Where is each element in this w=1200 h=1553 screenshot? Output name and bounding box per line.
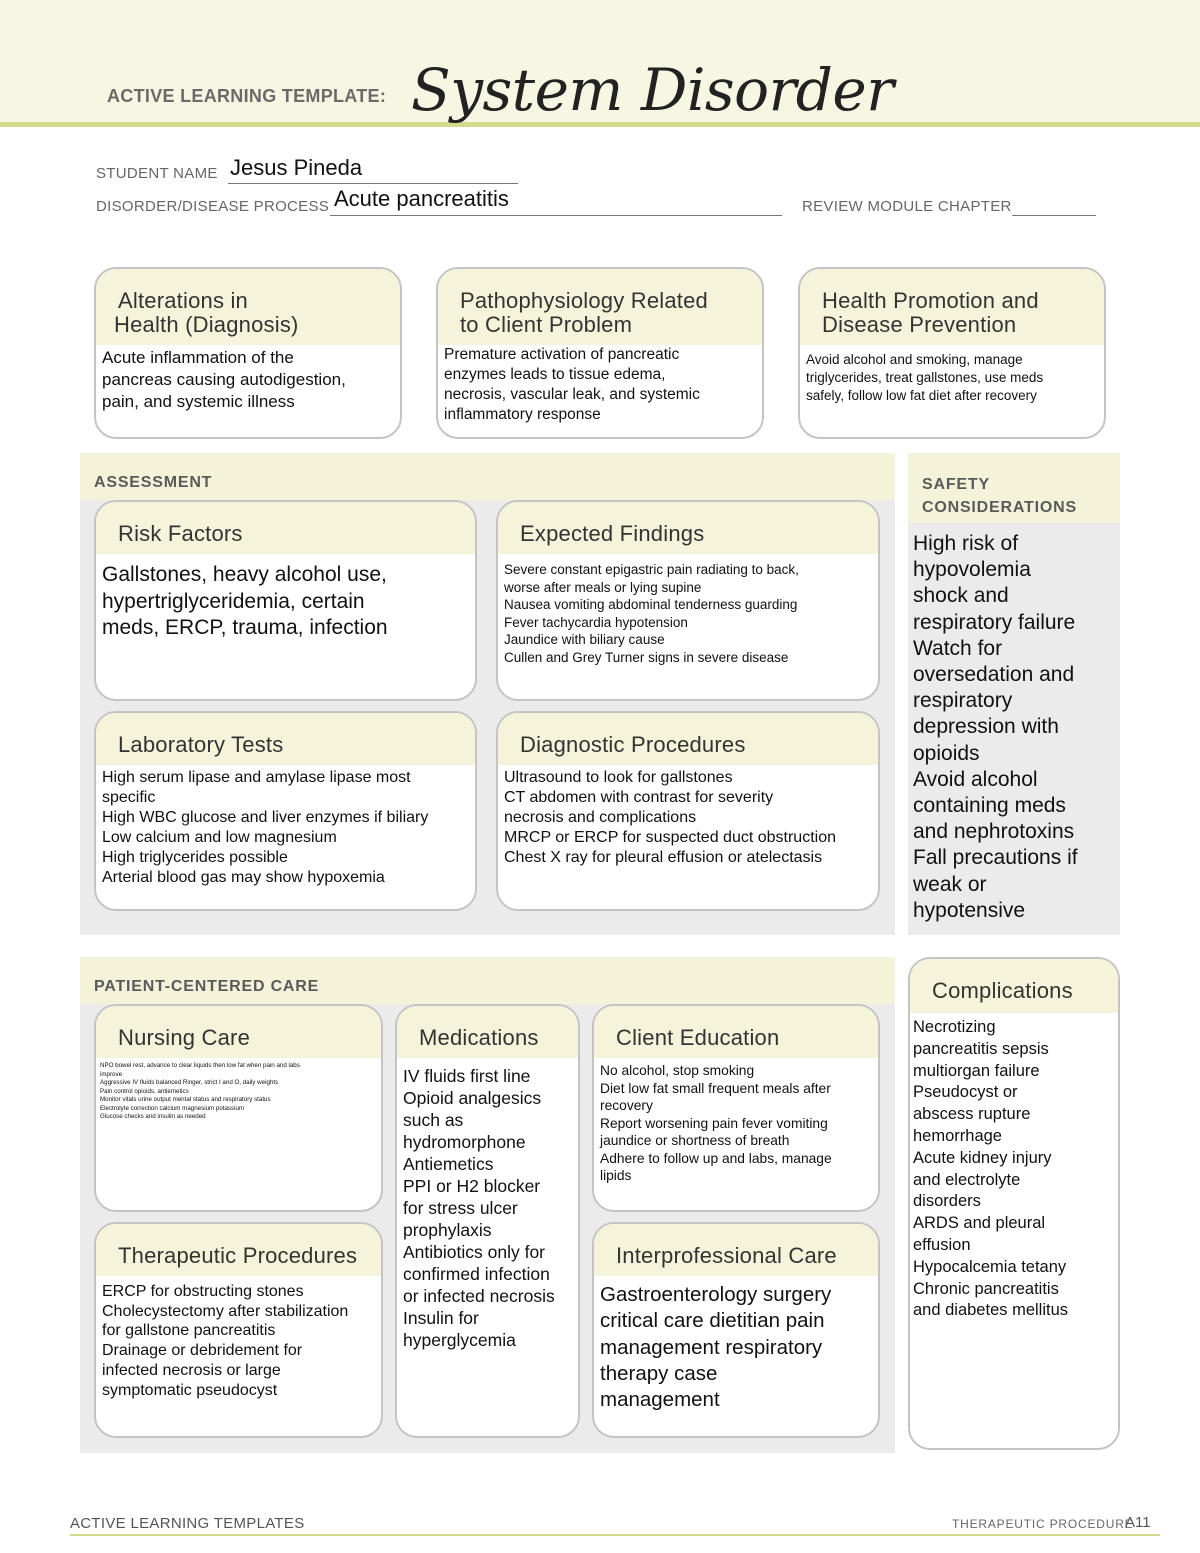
text-line: meds, ERCP, trauma, infection bbox=[102, 616, 388, 639]
box-body[interactable] bbox=[96, 1058, 381, 1122]
box-title: Therapeutic Procedures bbox=[118, 1243, 358, 1268]
review-module-label: REVIEW MODULE CHAPTER bbox=[802, 198, 1012, 215]
text-line: Severe constant epigastric pain radiating to back, bbox=[504, 562, 799, 577]
box-header bbox=[96, 269, 400, 345]
text-line: hydromorphone bbox=[403, 1132, 526, 1152]
box-body[interactable] bbox=[96, 345, 400, 413]
text-line: lipids bbox=[600, 1168, 632, 1183]
box-title: Nursing Care bbox=[118, 1025, 251, 1050]
medications-box bbox=[395, 1004, 580, 1438]
text-line: Electrolyte correction calcium magnesium potassium bbox=[100, 1104, 245, 1112]
patient-care-label: PATIENT-CENTERED CARE bbox=[94, 978, 320, 995]
page-title: System Disorder bbox=[411, 56, 894, 124]
text-line: inflammatory response bbox=[444, 406, 601, 423]
box-header bbox=[438, 269, 762, 345]
text-line: Fever tachycardia hypotension bbox=[504, 614, 688, 630]
text-line: Watch for bbox=[913, 636, 1003, 660]
box-body[interactable] bbox=[498, 554, 878, 666]
box-header bbox=[397, 1006, 578, 1058]
complications-box bbox=[908, 957, 1120, 1450]
interprofessional-care-box bbox=[592, 1222, 880, 1438]
box-title: Pathophysiology Related bbox=[460, 288, 708, 313]
text-line: containing meds bbox=[913, 794, 1066, 818]
box-title: Interprofessional Care bbox=[616, 1243, 837, 1268]
page-number: A11 bbox=[1125, 1514, 1151, 1531]
text-line: Report worsening pain fever vomiting bbox=[600, 1115, 828, 1131]
text-line: hypovolemia bbox=[913, 558, 1031, 582]
text-line: Adhere to follow up and labs, manage bbox=[600, 1150, 832, 1166]
text-line: Arterial blood gas may show hypoxemia bbox=[102, 869, 385, 886]
nursing-care-box bbox=[94, 1004, 383, 1212]
health-promotion-box bbox=[798, 267, 1106, 439]
text-line: Antiemetics bbox=[403, 1154, 494, 1174]
text-line: High serum lipase and amylase lipase most bbox=[102, 769, 411, 786]
text-line: hemorrhage bbox=[913, 1126, 1002, 1145]
text-line: Gallstones, heavy alcohol use, bbox=[102, 563, 387, 586]
text-line: Antibiotics only for bbox=[403, 1242, 546, 1262]
box-title: Health (Diagnosis) bbox=[114, 312, 299, 337]
expected-findings-box bbox=[496, 500, 880, 701]
text-line: respiratory bbox=[913, 689, 1013, 713]
text-line: depression with bbox=[913, 715, 1059, 739]
text-line: Chronic pancreatitis bbox=[913, 1279, 1059, 1298]
text-line: specific bbox=[102, 789, 156, 806]
safety-label bbox=[922, 473, 1077, 519]
diagnostic-procedures-box bbox=[496, 711, 880, 911]
box-title: Disease Prevention bbox=[822, 312, 1017, 337]
text-line: weak or bbox=[913, 872, 987, 896]
student-name-field[interactable]: Jesus Pineda bbox=[230, 155, 363, 180]
text-line: improve bbox=[100, 1070, 123, 1078]
text-line: pancreatitis sepsis bbox=[913, 1039, 1049, 1058]
text-line: worse after meals or lying supine bbox=[504, 579, 702, 595]
text-line: Chest X ray for pleural effusion or atelectasis bbox=[504, 849, 823, 866]
pathophysiology-box bbox=[436, 267, 764, 439]
footer-right-label: THERAPEUTIC PROCEDURE bbox=[952, 1517, 1134, 1531]
assessment-label: ASSESSMENT bbox=[94, 474, 213, 491]
text-line: High triglycerides possible bbox=[102, 849, 288, 866]
text-line: Insulin for bbox=[403, 1308, 479, 1328]
text-line: Opioid analgesics bbox=[403, 1088, 542, 1108]
box-body[interactable] bbox=[594, 1276, 878, 1413]
box-header bbox=[96, 1006, 381, 1058]
text-line: No alcohol, stop smoking bbox=[600, 1063, 755, 1078]
box-header bbox=[498, 502, 878, 554]
text-line: Cullen and Grey Turner signs in severe disease bbox=[504, 649, 789, 665]
box-body[interactable] bbox=[594, 1058, 878, 1185]
box-title: Health Promotion and bbox=[822, 288, 1039, 313]
box-header bbox=[910, 959, 1118, 1013]
text-line: Drainage or debridement for bbox=[102, 1342, 303, 1360]
laboratory-tests-box bbox=[94, 711, 477, 911]
text-line: Necrotizing bbox=[913, 1018, 996, 1036]
text-line: and diabetes mellitus bbox=[913, 1301, 1069, 1320]
text-line: safely, follow low fat diet after recovery bbox=[806, 388, 1037, 403]
box-header bbox=[800, 269, 1104, 345]
student-name-line bbox=[228, 183, 518, 184]
text-line: prophylaxis bbox=[403, 1220, 492, 1240]
safety-label-line: CONSIDERATIONS bbox=[922, 499, 1077, 516]
text-line: shock and bbox=[913, 584, 1009, 608]
text-line: Pain control opioids, antiemetics bbox=[100, 1087, 189, 1095]
text-line: Gastroenterology surgery bbox=[600, 1283, 832, 1306]
text-line: Glucose checks and insulin as needed bbox=[100, 1113, 206, 1120]
box-header bbox=[594, 1006, 878, 1058]
box-body[interactable] bbox=[96, 1276, 381, 1400]
text-line: such as bbox=[403, 1110, 464, 1130]
text-line: jaundice or shortness of breath bbox=[600, 1133, 790, 1148]
footer-left-label: ACTIVE LEARNING TEMPLATES bbox=[70, 1515, 305, 1532]
text-line: abscess rupture bbox=[913, 1105, 1031, 1124]
text-line: oversedation and bbox=[913, 663, 1075, 687]
safety-label-line: SAFETY bbox=[922, 476, 990, 493]
disorder-label: DISORDER/DISEASE PROCESS bbox=[96, 198, 330, 215]
text-line: pain, and systemic illness bbox=[102, 392, 295, 411]
text-line: Nausea vomiting abdominal tenderness guarding bbox=[504, 597, 798, 612]
text-line: pancreas causing autodigestion, bbox=[102, 370, 346, 389]
box-title: Medications bbox=[419, 1025, 539, 1050]
text-line: hypertriglyceridemia, certain bbox=[102, 589, 365, 613]
text-line: confirmed infection bbox=[403, 1264, 550, 1284]
disorder-field[interactable]: Acute pancreatitis bbox=[334, 186, 509, 211]
text-line: for stress ulcer bbox=[403, 1198, 518, 1218]
box-title: Alterations in bbox=[118, 288, 248, 313]
box-body[interactable] bbox=[96, 765, 475, 888]
text-line: multiorgan failure bbox=[913, 1061, 1040, 1080]
text-line: and electrolyte bbox=[913, 1170, 1021, 1189]
risk-factors-box bbox=[94, 500, 477, 701]
text-line: PPI or H2 blocker bbox=[403, 1176, 541, 1196]
text-line: Monitor vitals urine output mental status and respiratory status bbox=[100, 1096, 271, 1103]
template-label: ACTIVE LEARNING TEMPLATE: bbox=[107, 86, 387, 106]
text-line: Diet low fat small frequent meals after bbox=[600, 1080, 831, 1096]
box-body[interactable] bbox=[438, 345, 762, 425]
box-title: to Client Problem bbox=[460, 312, 633, 337]
text-line: necrosis and complications bbox=[504, 809, 697, 826]
text-line: hypotensive bbox=[913, 898, 1026, 922]
text-line: recovery bbox=[600, 1098, 653, 1113]
box-title: Expected Findings bbox=[520, 521, 705, 546]
footer-rule bbox=[70, 1534, 1160, 1536]
text-line: High risk of bbox=[913, 532, 1019, 555]
text-line: MRCP or ERCP for suspected duct obstruction bbox=[504, 829, 836, 846]
text-line: Hypocalcemia tetany bbox=[913, 1257, 1067, 1276]
box-body[interactable] bbox=[800, 345, 1104, 405]
safety-text[interactable] bbox=[913, 531, 1078, 924]
text-line: IV fluids first line bbox=[403, 1066, 531, 1086]
text-line: Acute inflammation of the bbox=[102, 348, 294, 367]
text-line: enzymes leads to tissue edema, bbox=[444, 366, 666, 383]
box-header bbox=[96, 1224, 381, 1276]
box-body[interactable] bbox=[498, 765, 878, 868]
text-line: hyperglycemia bbox=[403, 1330, 516, 1350]
text-line: Fall precautions if bbox=[913, 846, 1078, 870]
text-line: Avoid alcohol bbox=[913, 767, 1038, 791]
text-line: Aggressive IV fluids balanced Ringer, strict I and O, daily weights bbox=[100, 1079, 279, 1086]
text-line: symptomatic pseudocyst bbox=[102, 1381, 278, 1399]
box-title: Risk Factors bbox=[118, 521, 243, 546]
text-line: ARDS and pleural bbox=[913, 1214, 1046, 1233]
text-line: opioids bbox=[913, 741, 980, 765]
therapeutic-procedures-box bbox=[94, 1222, 383, 1438]
client-education-box bbox=[592, 1004, 880, 1212]
box-title: Laboratory Tests bbox=[118, 732, 284, 757]
text-line: management respiratory bbox=[600, 1335, 823, 1359]
text-line: High WBC glucose and liver enzymes if biliary bbox=[102, 809, 429, 826]
text-line: CT abdomen with contrast for severity bbox=[504, 789, 774, 806]
text-line: Jaundice with biliary cause bbox=[504, 632, 665, 647]
text-line: Cholecystectomy after stabilization bbox=[102, 1302, 349, 1320]
box-body[interactable] bbox=[397, 1058, 578, 1351]
alterations-in-health-box bbox=[94, 267, 402, 439]
text-line: for gallstone pancreatitis bbox=[102, 1322, 276, 1340]
box-body[interactable] bbox=[910, 1013, 1118, 1322]
review-module-field[interactable] bbox=[1012, 215, 1096, 216]
text-line: Premature activation of pancreatic bbox=[444, 346, 680, 363]
box-title: Client Education bbox=[616, 1025, 780, 1050]
text-line: or infected necrosis bbox=[403, 1286, 555, 1306]
box-header bbox=[96, 713, 475, 765]
text-line: critical care dietitian pain bbox=[600, 1309, 825, 1333]
box-header bbox=[96, 502, 475, 554]
box-title: Complications bbox=[932, 978, 1073, 1003]
text-line: respiratory failure bbox=[913, 610, 1076, 634]
disorder-line bbox=[330, 215, 782, 216]
text-line: infected necrosis or large bbox=[102, 1361, 281, 1379]
text-line: Acute kidney injury bbox=[913, 1148, 1052, 1167]
text-line: NPO bowel rest, advance to clear liquids then low fat when pain and labs bbox=[100, 1062, 300, 1069]
box-header bbox=[594, 1224, 878, 1276]
text-line: Ultrasound to look for gallstones bbox=[504, 769, 733, 786]
text-line: disorders bbox=[913, 1192, 981, 1211]
box-title: Diagnostic Procedures bbox=[520, 732, 746, 757]
text-line: therapy case bbox=[600, 1361, 718, 1385]
student-name-label: STUDENT NAME bbox=[96, 165, 218, 182]
text-line: Avoid alcohol and smoking, manage bbox=[806, 352, 1023, 367]
text-line: Pseudocyst or bbox=[913, 1083, 1018, 1102]
text-line: ERCP for obstructing stones bbox=[102, 1283, 304, 1300]
text-line: triglycerides, treat gallstones, use meds bbox=[806, 370, 1044, 385]
box-header bbox=[498, 713, 878, 765]
text-line: necrosis, vascular leak, and systemic bbox=[444, 386, 700, 403]
text-line: Low calcium and low magnesium bbox=[102, 829, 337, 846]
text-line: effusion bbox=[913, 1235, 971, 1254]
text-line: and nephrotoxins bbox=[913, 820, 1075, 844]
text-line: management bbox=[600, 1388, 720, 1412]
box-body[interactable] bbox=[96, 554, 475, 642]
